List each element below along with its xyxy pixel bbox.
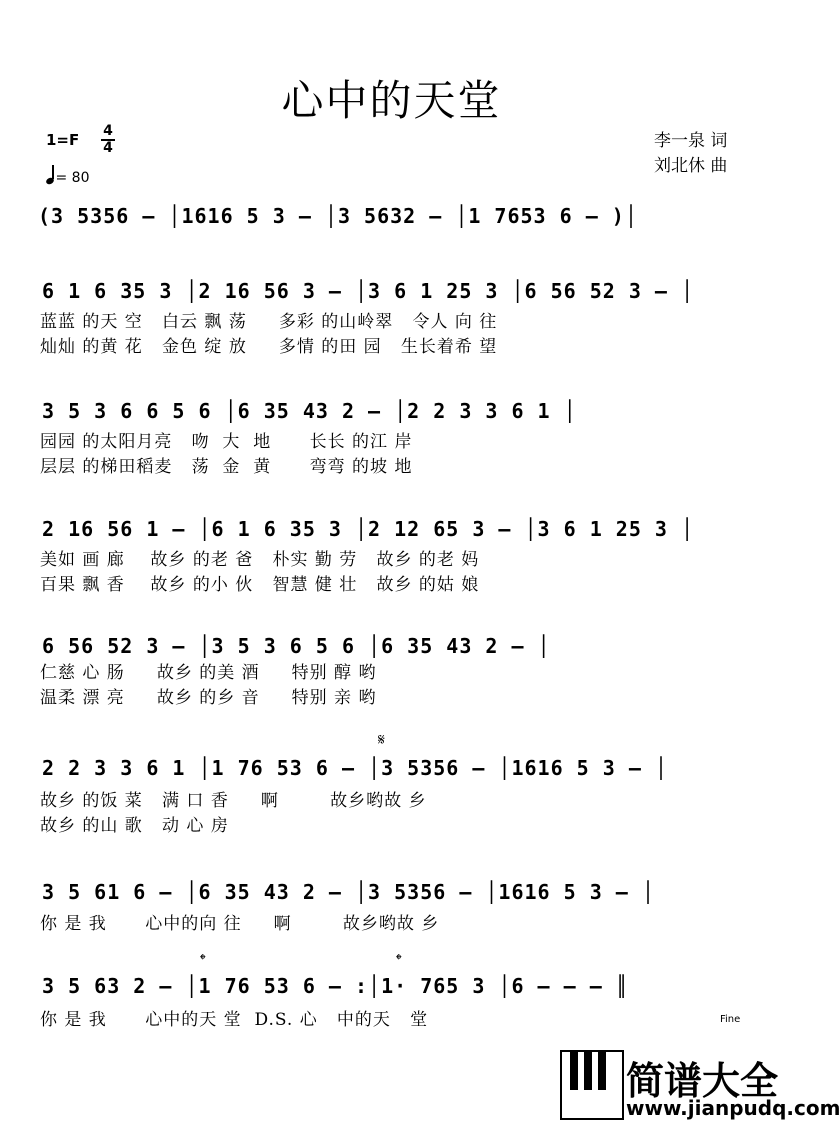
lyricist-credit: 李一泉 词 [654, 131, 728, 151]
lyrics-verse-1: 园园 的太阳月亮 吻 大 地 长长 的江 岸 [40, 432, 413, 452]
composer-credit: 刘北休 曲 [654, 156, 728, 176]
lyrics-verse-1: 美如 画 廊 故乡 的老 爸 朴实 勤 劳 故乡 的老 妈 [40, 550, 480, 570]
lyrics-verse-1: 蓝蓝 的天 空 白云 飘 荡 多彩 的山岭翠 令人 向 往 [40, 312, 498, 332]
lyrics-verse-2: 百果 飘 香 故乡 的小 伙 智慧 健 壮 故乡 的姑 娘 [40, 575, 480, 595]
notes-line: 2 16 56 1 – │6 1 6 35 3 │2 12 65 3 – │3 6 1 25 3 │ [42, 517, 695, 541]
logo-brand-text: 简谱大全 [626, 1059, 779, 1103]
lyrics-verse-1: 你 是 我 心中的向 往 啊 故乡哟故 乡 [40, 914, 440, 934]
notes-line: 3 5 61 6 – │6 35 43 2 – │3 5356 – │1616 5 3 – │ [42, 880, 655, 904]
lyrics-verse-2: 故乡 的山 歌 动 心 房 [40, 816, 229, 836]
coda-icon: 𝄌 [396, 950, 402, 969]
coda-icon: 𝄌 [200, 950, 206, 969]
time-signature [100, 124, 116, 156]
notes-line: (3 5356 – │1616 5 3 – │3 5632 – │1 7653 6 – )│ [38, 204, 638, 228]
song-title: 心中的天堂 [281, 76, 502, 125]
time-signature-top: 4 [103, 123, 113, 139]
notes-line: 6 1 6 35 3 │2 16 56 3 – │3 6 1 25 3 │6 56 52 3 – │ [42, 279, 695, 303]
lyrics-verse-2: 层层 的梯田稻麦 荡 金 黄 弯弯 的坡 地 [40, 457, 413, 477]
notes-line: 3 5 3 6 6 5 6 │6 35 43 2 – │2 2 3 3 6 1 │ [42, 399, 577, 423]
lyrics-verse-1: 故乡 的饭 菜 满 口 香 啊 故乡哟故 乡 [40, 791, 427, 811]
notes-line: 3 5 63 2 – │1 76 53 6 – :│1· 765 3 │6 – – – ║ [42, 974, 629, 998]
time-signature-bottom: 4 [103, 140, 113, 156]
lyrics-verse-1: 仁慈 心 肠 故乡 的美 酒 特别 醇 哟 [40, 663, 377, 683]
lyrics-verse-2: 温柔 漂 亮 故乡 的乡 音 特别 亲 哟 [40, 688, 377, 708]
tempo-marking [46, 168, 90, 186]
tempo-value: = 80 [55, 170, 90, 186]
key-signature: 1=F [46, 131, 80, 149]
segno-icon: 𝄋 [378, 730, 385, 749]
notes-line: 6 56 52 3 – │3 5 3 6 5 6 │6 35 43 2 – │ [42, 634, 551, 658]
fine-marking: Fine [720, 1014, 741, 1025]
site-logo [560, 1050, 840, 1122]
lyrics-verse-1: 你 是 我 心中的天 堂 D.S. 心 中的天 堂 [40, 1010, 429, 1030]
notes-line: 2 2 3 3 6 1 │1 76 53 6 – │3 5356 – │1616 5 3 – │ [42, 756, 668, 780]
piano-keys-icon [560, 1050, 624, 1120]
logo-site-url: www.jianpudq.com [626, 1096, 840, 1120]
lyrics-verse-2: 灿灿 的黄 花 金色 绽 放 多情 的田 园 生长着希 望 [40, 337, 498, 357]
